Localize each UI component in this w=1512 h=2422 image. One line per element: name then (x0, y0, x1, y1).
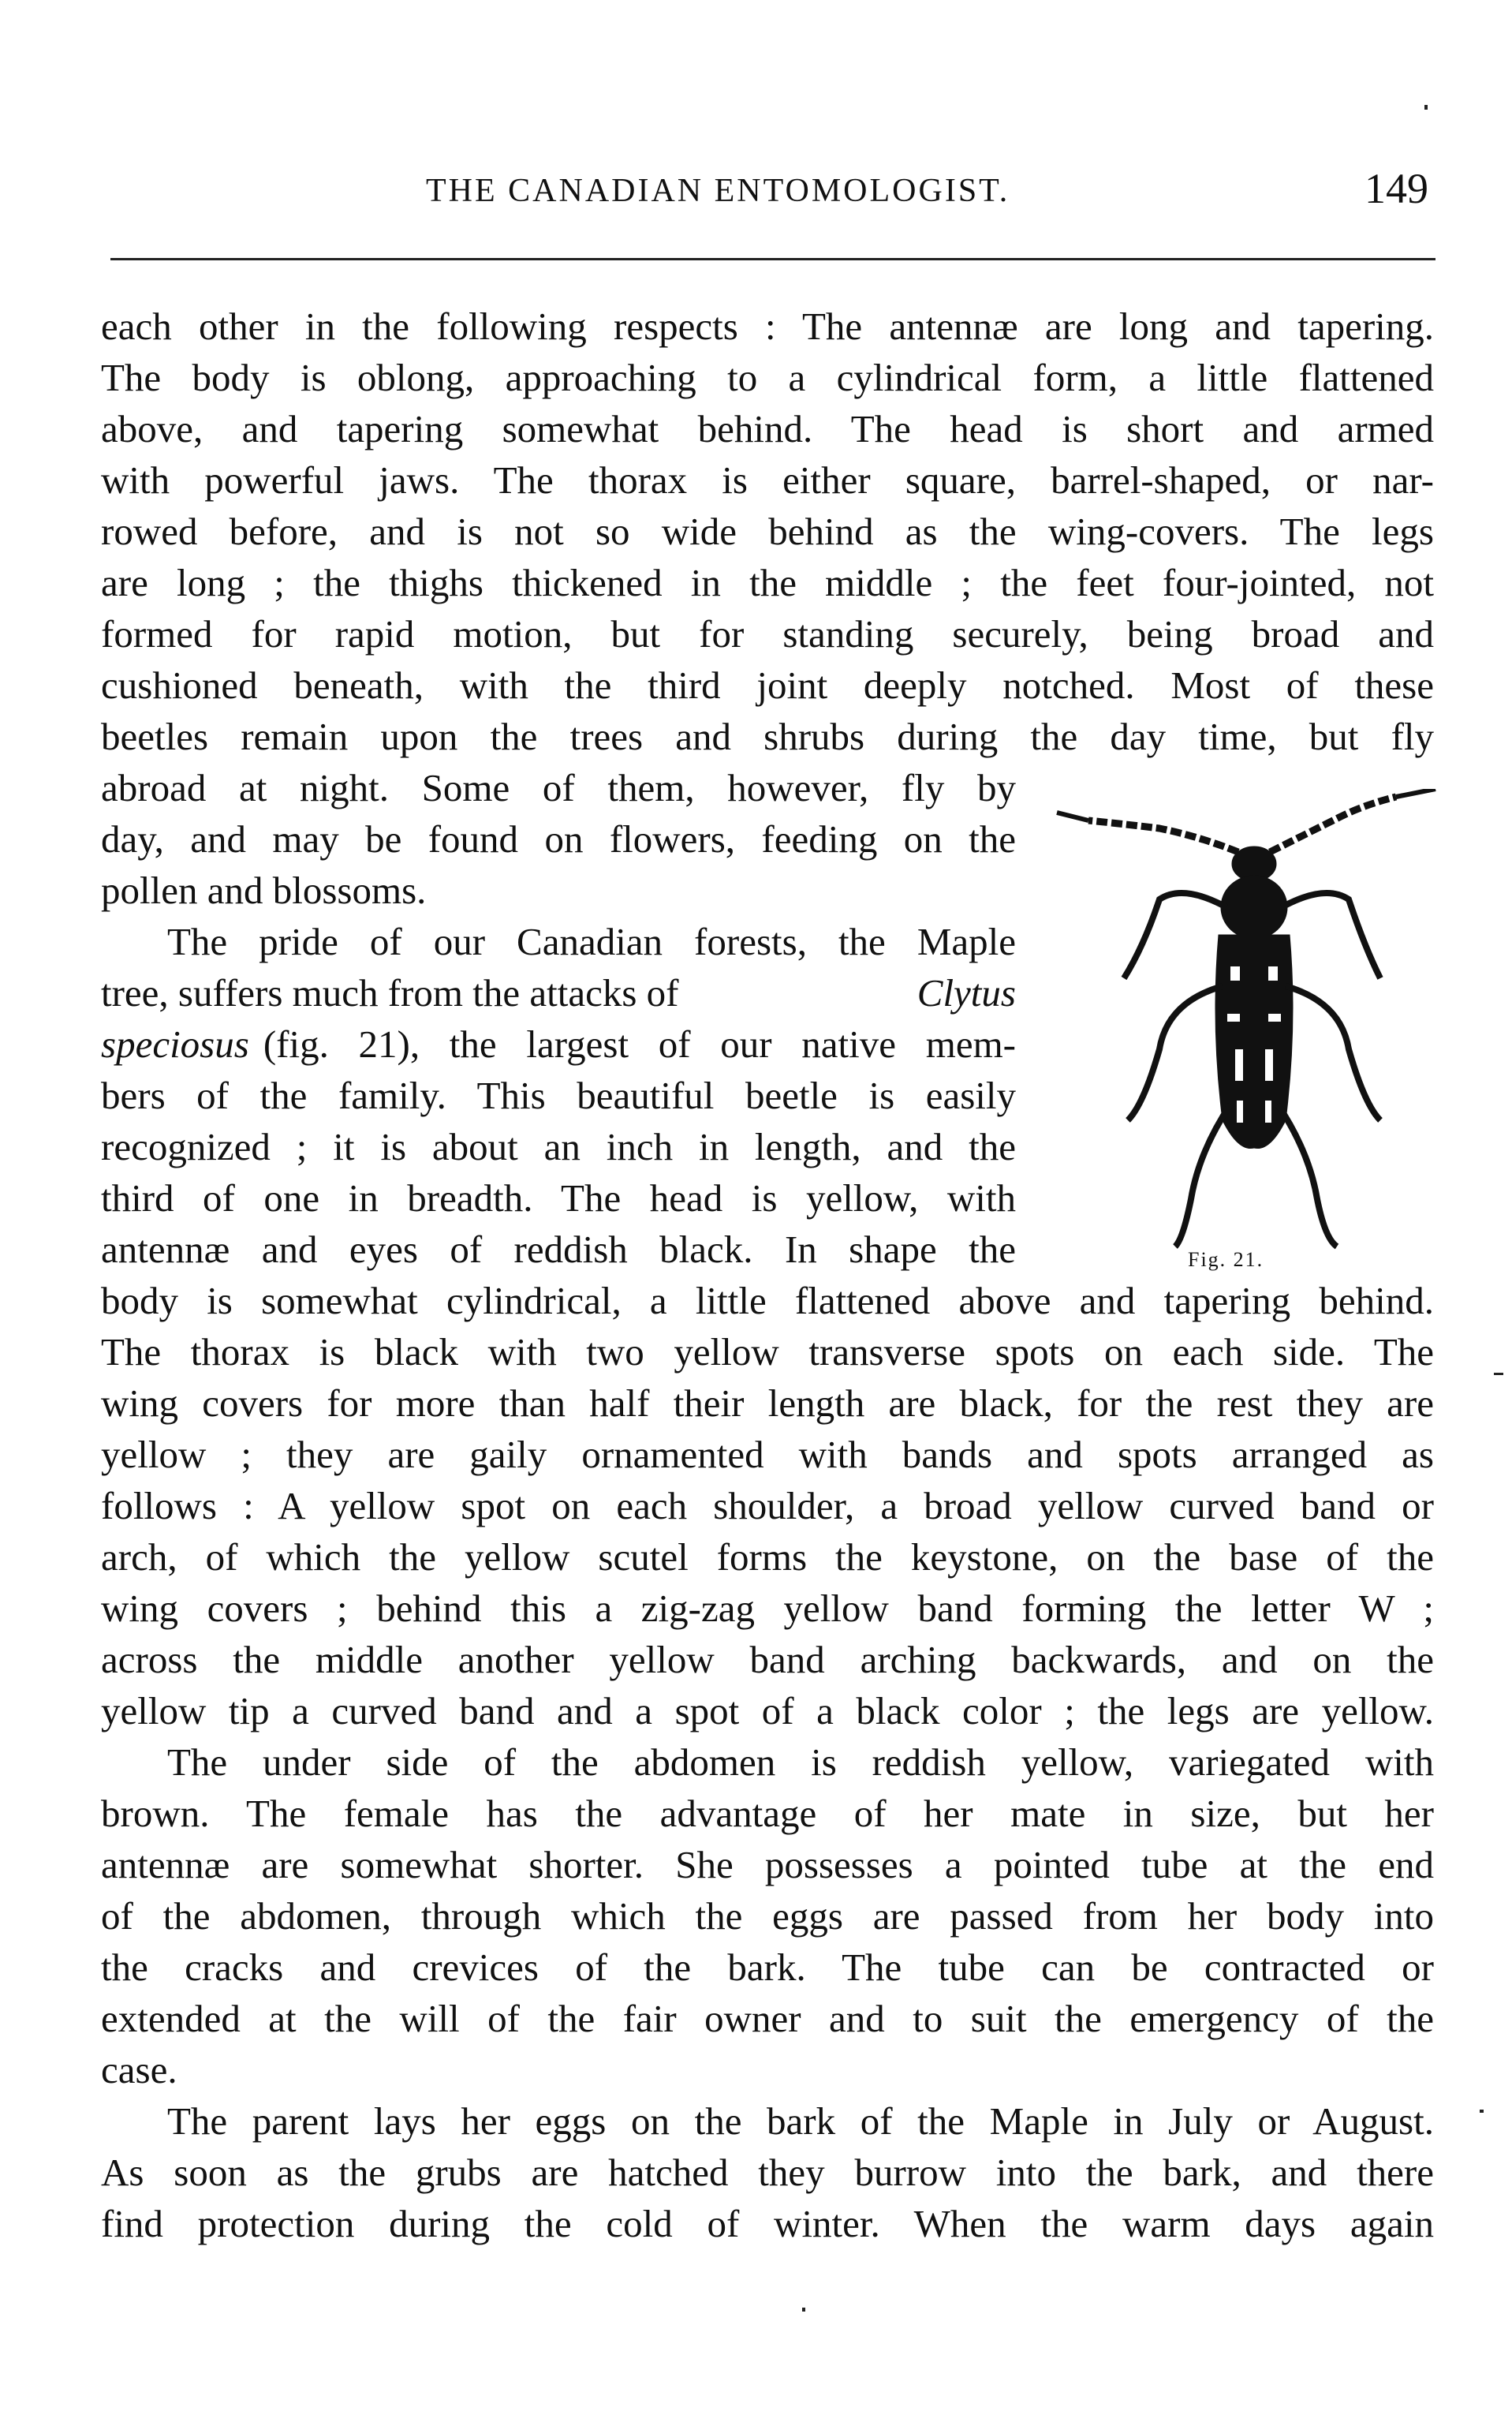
text-line: The parent lays her eggs on the bark of the Maple in July or August. (167, 2099, 1434, 2143)
text-line: extended at the will of the fair owner and to suit the emergency of the (101, 1997, 1434, 2040)
running-title: THE CANADIAN ENTOMOLOGIST. (426, 173, 1010, 209)
text-line: the cracks and crevices of the bark. The tube can be contracted or (101, 1945, 1434, 1989)
text-line: abroad at night. Some of them, however, fly by (101, 766, 1016, 809)
text-line: follows : A yellow spot on each shoulder, a broad yellow curved band or (101, 1484, 1434, 1527)
scan-speck (1424, 105, 1428, 110)
text-line (101, 970, 1016, 1017)
text-line: The body is oblong, approaching to a cylindrical form, a little flattened (101, 356, 1434, 399)
text-line: The pride of our Canadian forests, the Maple (167, 920, 1016, 963)
text-line: across the middle another yellow band arching backwards, and on the (101, 1638, 1434, 1681)
text-line: each other in the following respects : The antennæ are long and tapering. (101, 305, 1434, 348)
text-line: bers of the family. This beautiful beetle is easily (101, 1074, 1016, 1117)
text-line: formed for rapid motion, but for standing securely, being broad and (101, 612, 1434, 656)
species-name-epithet: speciosus (101, 1022, 249, 1066)
scan-speck (1494, 1373, 1503, 1375)
text-line: The under side of the abdomen is reddish yellow, variegated with (167, 1740, 1434, 1784)
scan-speck (1480, 2110, 1484, 2113)
text-line: yellow tip a curved band and a spot of a black color ; the legs are yellow. (101, 1689, 1434, 1732)
header-rule (110, 258, 1435, 260)
text-line: body is somewhat cylindrical, a little flattened above and tapering behind. (101, 1279, 1434, 1322)
page-number: 149 (1365, 165, 1428, 212)
figure-caption: Fig. 21. (1188, 1248, 1264, 1271)
text-line: are long ; the thighs thickened in the middle ; the feet four-jointed, not (101, 561, 1434, 604)
text-line (101, 1021, 1016, 1068)
text-fragment: tree, suffers much from the attacks of (101, 971, 679, 1015)
text-line: case. (101, 2048, 177, 2091)
text-line: above, and tapering somewhat behind. The head is short and armed (101, 407, 1434, 450)
text-line: cushioned beneath, with the third joint deeply notched. Most of these (101, 663, 1434, 707)
species-name-genus: Clytus (917, 971, 1016, 1015)
text-line: wing covers for more than half their length are black, for the rest they are (101, 1381, 1434, 1425)
text-line: antennæ and eyes of reddish black. In shape the (101, 1228, 1016, 1271)
text-line: recognized ; it is about an inch in length, and the (101, 1125, 1016, 1168)
text-line: yellow ; they are gaily ornamented with bands and spots arranged as (101, 1433, 1434, 1476)
text-line: day, and may be found on flowers, feeding on the (101, 817, 1016, 861)
text-line: beetles remain upon the trees and shrubs during the day time, but fly (101, 715, 1434, 758)
text-line: rowed before, and is not so wide behind as the wing-covers. The legs (101, 510, 1434, 553)
text-line: pollen and blossoms. (101, 869, 427, 912)
text-line: third of one in breadth. The head is yellow, with (101, 1176, 1016, 1220)
text-line: brown. The female has the advantage of her mate in size, but her (101, 1792, 1434, 1835)
text-line: antennæ are somewhat shorter. She possesses a pointed tube at the end (101, 1843, 1434, 1886)
text-line: wing covers ; behind this a zig-zag yellow band forming the letter W ; (101, 1587, 1434, 1630)
text-fragment: (fig. 21), the largest of our native mem- (263, 1022, 1016, 1066)
text-line: of the abdomen, through which the eggs are passed from her body into (101, 1894, 1434, 1938)
text-line: arch, of which the yellow scutel forms the keystone, on the base of the (101, 1535, 1434, 1579)
text-line: The thorax is black with two yellow transverse spots on each side. The (101, 1330, 1434, 1374)
beetle-illustration (1041, 789, 1451, 1278)
text-line: As soon as the grubs are hatched they burrow into the bark, and there (101, 2151, 1434, 2194)
scan-speck (802, 2308, 805, 2312)
text-line: with powerful jaws. The thorax is either square, barrel-shaped, or nar- (101, 458, 1434, 502)
text-line: find protection during the cold of winter. When the warm days again (101, 2202, 1434, 2245)
